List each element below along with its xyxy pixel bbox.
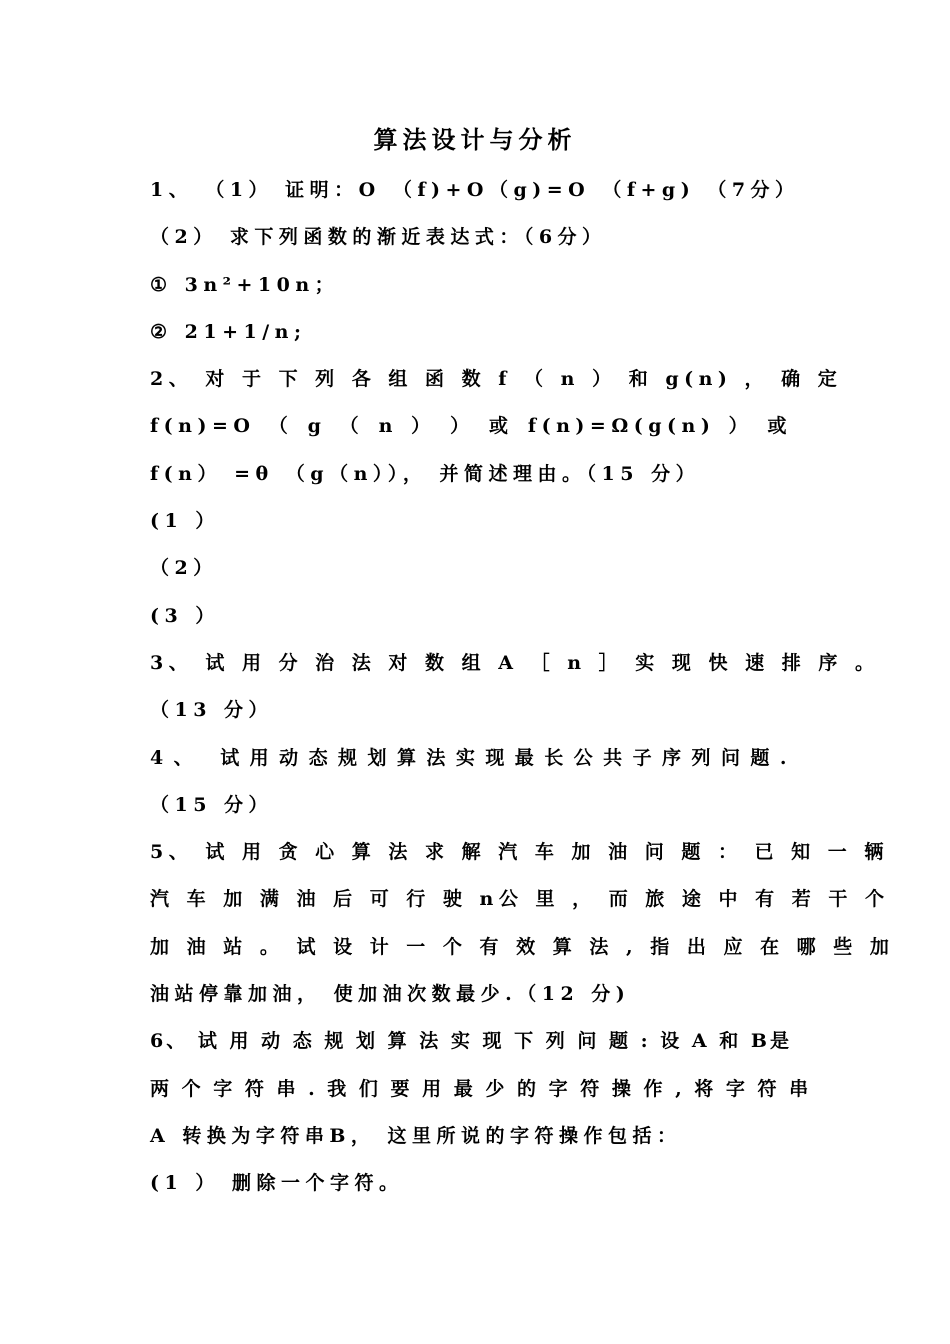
question-1-item-b: ② 21+1/n; — [150, 320, 307, 343]
question-1-item-a: ① 3n²+10n； — [150, 273, 340, 296]
question-6-line-1: 6、 试 用 动 态 规 划 算 法 实 现 下 列 问 题 : 设 A 和 B是 — [150, 1030, 792, 1053]
question-2-sub-1: (1 ） — [150, 510, 220, 533]
question-4-line-1: 4、 试用动态规划算法实现最长公共子序列问题. — [150, 746, 792, 769]
question-6-line-3: A 转换为字符串B， 这里所说的字符操作包括： — [150, 1124, 682, 1147]
question-2-line-3: f(n） =θ （g（n））， 并简述理由。（15 分） — [150, 462, 701, 485]
question-1-line-2: （2） 求下列函数的渐近表达式：（6分） — [150, 226, 607, 249]
question-2-sub-3: (3 ） — [150, 604, 220, 627]
question-6-item-1: (1 ） 删除一个字符。 — [150, 1172, 404, 1195]
document-title: 算法设计与分析 — [373, 125, 577, 154]
question-2-line-1: 2、 对 于 下 列 各 组 函 数 f （ n ） 和 g(n) ， 确 定 — [150, 368, 843, 391]
question-3-line-1: 3、 试 用 分 治 法 对 数 组 A ［ n ］ 实 现 快 速 排 序 。 — [150, 651, 880, 674]
question-5-line-1: 5、 试 用 贪 心 算 法 求 解 汽 车 加 油 问 题 ： 已 知 一 辆 — [150, 841, 889, 864]
question-6-line-2: 两 个 字 符 串 . 我 们 要 用 最 少 的 字 符 操 作 , 将 字 符 串 — [150, 1077, 812, 1100]
question-5-line-2: 汽 车 加 满 油 后 可 行 驶 n公 里 ， 而 旅 途 中 有 若 干 个 — [150, 888, 890, 911]
question-5-line-3: 加 油 站 。 试 设 计 一 个 有 效 算 法 , 指 出 应 在 哪 些 加 — [150, 935, 895, 958]
question-3-line-2: （13 分） — [150, 699, 274, 722]
document-body — [150, 167, 895, 1208]
question-4-line-2: （15 分） — [150, 793, 274, 816]
question-2-sub-2: （2） — [150, 557, 218, 580]
question-2-line-2: f(n)=O （ g （ n ） ） 或 f(n)=Ω(g(n) ） 或 — [150, 415, 792, 438]
question-1-line-1: 1、 （1） 证明：O （f)+O（g)=O （f+g) （7分） — [150, 179, 800, 201]
question-5-line-4: 油站停靠加油， 使加油次数最少.（12 分) — [150, 983, 631, 1006]
